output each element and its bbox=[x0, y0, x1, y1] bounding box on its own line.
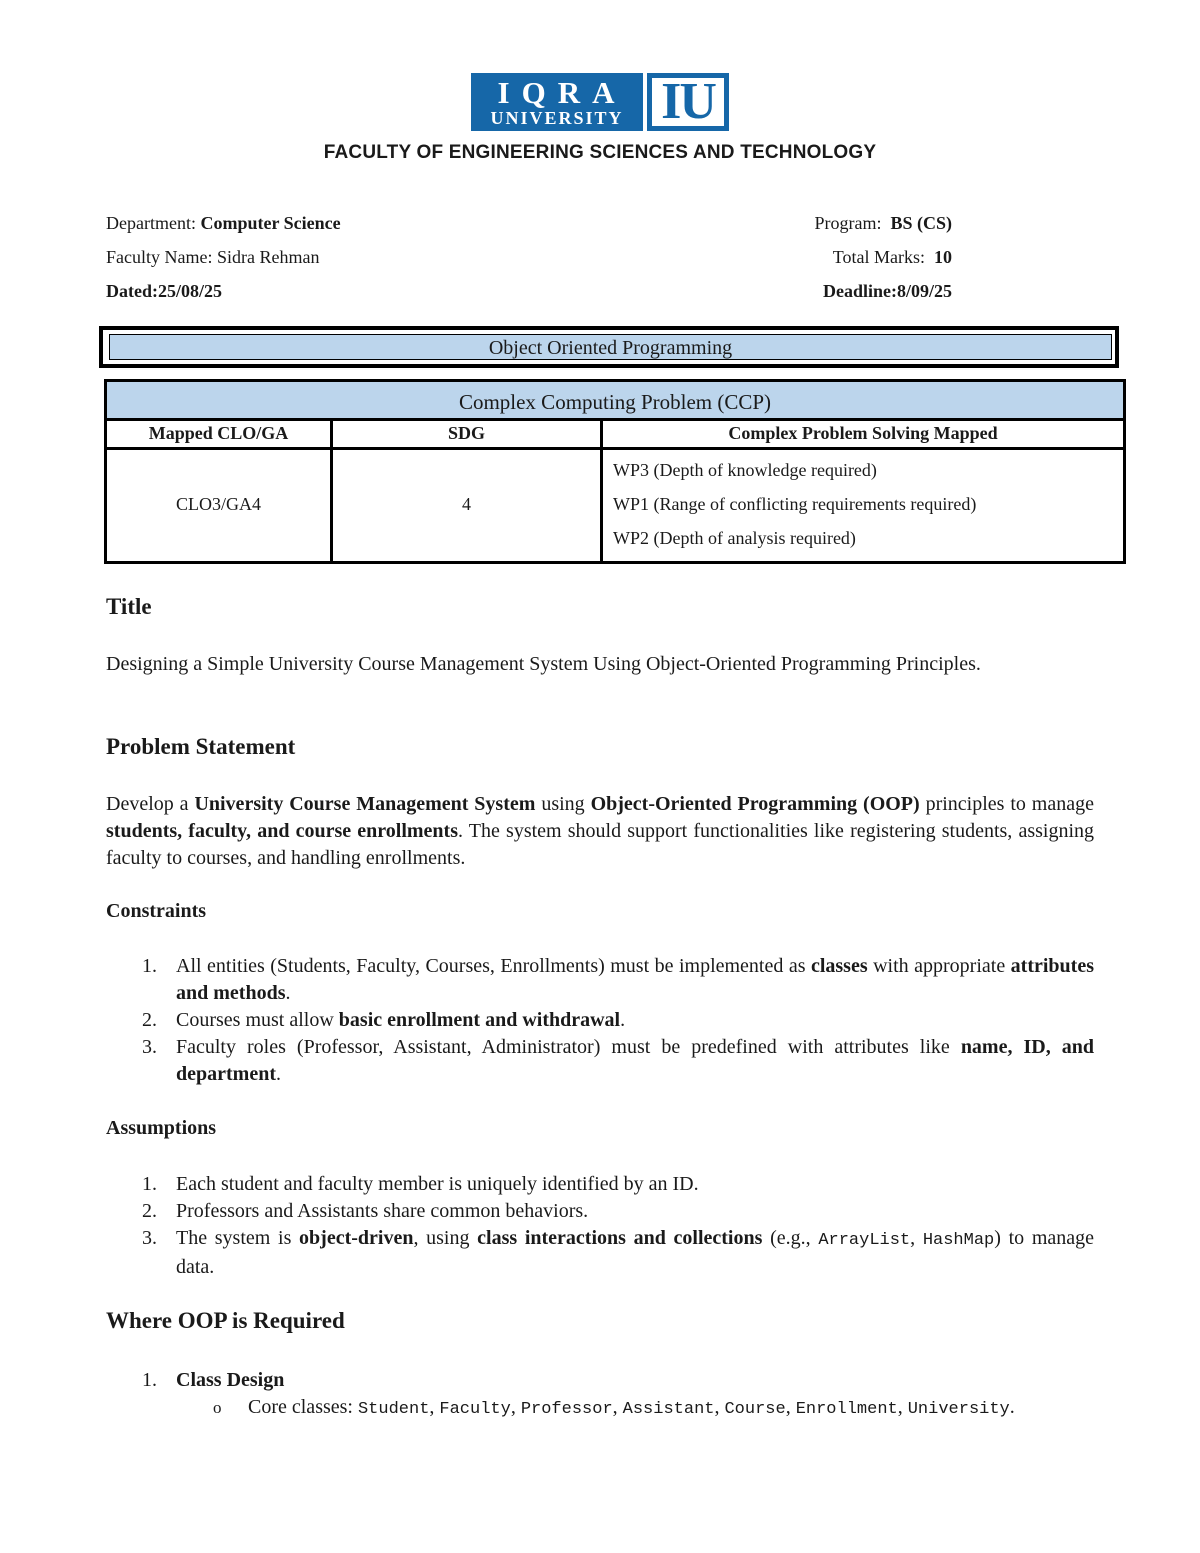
sdg-cell bbox=[333, 450, 603, 561]
item-text: . bbox=[285, 982, 291, 1004]
sdg-value: 4 bbox=[462, 494, 471, 514]
department-label: Department: bbox=[106, 213, 196, 233]
item-bold: Class Design bbox=[176, 1369, 285, 1391]
item-text: . bbox=[275, 1063, 281, 1085]
program-value: BS (CS) bbox=[890, 213, 952, 233]
problem-text-part: principles to manage bbox=[919, 793, 1094, 815]
column-header-sdg: SDG bbox=[333, 421, 603, 447]
list-number: 1. bbox=[142, 955, 157, 977]
total-marks-line bbox=[833, 247, 952, 268]
faculty-name-line bbox=[106, 247, 319, 268]
code-token: HashMap bbox=[922, 1231, 995, 1250]
code-token: Professor bbox=[520, 1400, 613, 1419]
course-title-box bbox=[99, 326, 1119, 368]
item-text: with appropriate bbox=[867, 955, 1011, 977]
wp-cell bbox=[603, 450, 1123, 561]
iqra-university-logo bbox=[471, 73, 729, 131]
logo-line2: UNIVERSITY bbox=[490, 108, 624, 128]
code-token: Student bbox=[357, 1400, 430, 1419]
item-text: , bbox=[910, 1227, 923, 1249]
clo-value: CLO3/GA4 bbox=[176, 494, 261, 514]
sub-bullet: o bbox=[213, 1398, 222, 1417]
problem-text-part: . The system should support functionalities like registering students, assigning faculty to courses, and handling enrollments. bbox=[106, 820, 1094, 869]
item-bold: classes bbox=[810, 955, 868, 977]
logo-mark-text: IU bbox=[652, 78, 724, 126]
item-text: Professors and Assistants share common behaviors. bbox=[176, 1200, 589, 1222]
item-text: Each student and faculty member is uniquely identified by an ID. bbox=[176, 1173, 699, 1195]
list-item bbox=[106, 1007, 1094, 1034]
dated-line bbox=[106, 281, 222, 302]
ccp-row bbox=[107, 450, 1123, 561]
marks-label: Total Marks: bbox=[832, 247, 925, 267]
item-text: (e.g., bbox=[762, 1227, 819, 1249]
item-text: . bbox=[620, 1009, 626, 1031]
faculty-value: Sidra Rehman bbox=[216, 247, 320, 267]
list-item bbox=[106, 1034, 1094, 1088]
ccp-table bbox=[104, 379, 1126, 564]
item-bold: basic enrollment and withdrawal bbox=[338, 1009, 621, 1031]
list-item bbox=[106, 1225, 1094, 1281]
title-text: Designing a Simple University Course Management System Using Object-Oriented Programming Principles. bbox=[106, 653, 981, 675]
code-token: Course bbox=[724, 1400, 786, 1419]
problem-bold-part: University Course Management System bbox=[194, 793, 536, 815]
list-item bbox=[106, 953, 1094, 1007]
program-label: Program: bbox=[814, 213, 882, 233]
item-bold: object-driven bbox=[299, 1227, 414, 1249]
clo-cell bbox=[107, 450, 333, 561]
ccp-heading: Complex Computing Problem (CCP) bbox=[107, 382, 1123, 421]
list-number: 2. bbox=[142, 1200, 157, 1222]
item-text: The system is bbox=[176, 1227, 300, 1249]
list-item bbox=[106, 1367, 1094, 1394]
problem-text bbox=[106, 791, 1094, 872]
wp-item: WP1 (Range of conflicting requirements required) bbox=[613, 494, 977, 514]
code-token: Faculty bbox=[439, 1400, 511, 1419]
constraints-list bbox=[106, 953, 1094, 1088]
item-text: ) to manage data. bbox=[176, 1227, 1095, 1278]
item-bold: attributes and methods bbox=[176, 955, 1094, 1004]
code-token: Enrollment bbox=[795, 1400, 898, 1419]
item-text: , using bbox=[413, 1227, 478, 1249]
oop-heading: Where OOP is Required bbox=[106, 1308, 345, 1333]
list-number: 2. bbox=[142, 1009, 157, 1031]
logo-mark bbox=[647, 73, 729, 131]
code-token: Assistant bbox=[622, 1400, 715, 1419]
program-line bbox=[814, 213, 952, 234]
oop-list bbox=[106, 1367, 1094, 1423]
item-bold: class interactions and collections bbox=[477, 1227, 763, 1249]
item-text: Faculty roles (Professor, Assistant, Administrator) must be predefined with attributes like bbox=[176, 1036, 961, 1058]
sub-list-item: o Core classes: Student, Faculty, Professor, Assistant, Course, Enrollment, University. bbox=[213, 1396, 1015, 1419]
logo-line1: IQRA bbox=[497, 75, 627, 110]
problem-text-part: using bbox=[535, 793, 591, 815]
assumptions-heading: Assumptions bbox=[106, 1117, 217, 1139]
problem-heading: Problem Statement bbox=[106, 734, 296, 759]
list-number: 1. bbox=[142, 1173, 157, 1195]
wp-item: WP3 (Depth of knowledge required) bbox=[613, 460, 877, 480]
title-heading: Title bbox=[106, 594, 152, 619]
problem-bold-part: students, faculty, and course enrollments bbox=[106, 820, 459, 842]
marks-value: 10 bbox=[934, 247, 952, 267]
department-line bbox=[106, 213, 341, 234]
faculty-title: FACULTY OF ENGINEERING SCIENCES AND TECHNOLOGY bbox=[323, 142, 877, 163]
deadline-line bbox=[823, 281, 952, 302]
code-token: ArrayList bbox=[818, 1231, 911, 1250]
course-title: Object Oriented Programming bbox=[109, 334, 1112, 360]
deadline-text: Deadline:8/09/25 bbox=[823, 281, 952, 301]
column-header-clo: Mapped CLO/GA bbox=[107, 421, 333, 447]
ccp-column-headers bbox=[107, 421, 1123, 450]
assumptions-list bbox=[106, 1171, 1094, 1281]
problem-bold-part: Object-Oriented Programming (OOP) bbox=[590, 793, 920, 815]
wp-list bbox=[613, 460, 976, 562]
list-number: 3. bbox=[142, 1227, 157, 1249]
department-value: Computer Science bbox=[200, 213, 341, 233]
dated-text: Dated:25/08/25 bbox=[106, 281, 222, 301]
item-text: Core classes: bbox=[248, 1396, 358, 1418]
constraints-heading: Constraints bbox=[106, 900, 207, 922]
list-item bbox=[106, 1198, 1094, 1225]
list-item bbox=[106, 1171, 1094, 1198]
faculty-label: Faculty Name: bbox=[106, 247, 213, 267]
column-header-cps: Complex Problem Solving Mapped bbox=[728, 423, 998, 443]
item-bold: name, ID, and department bbox=[176, 1036, 1094, 1085]
wp-item: WP2 (Depth of analysis required) bbox=[613, 528, 856, 548]
problem-text-part: Develop a bbox=[106, 793, 195, 815]
item-text: All entities (Students, Faculty, Courses, Enrollments) must be implemented as bbox=[176, 955, 811, 977]
list-number: 1. bbox=[142, 1369, 157, 1391]
code-token: University bbox=[907, 1400, 1010, 1419]
logo-wordmark bbox=[471, 73, 643, 131]
item-text: Courses must allow bbox=[176, 1009, 339, 1031]
list-number: 3. bbox=[142, 1036, 157, 1058]
